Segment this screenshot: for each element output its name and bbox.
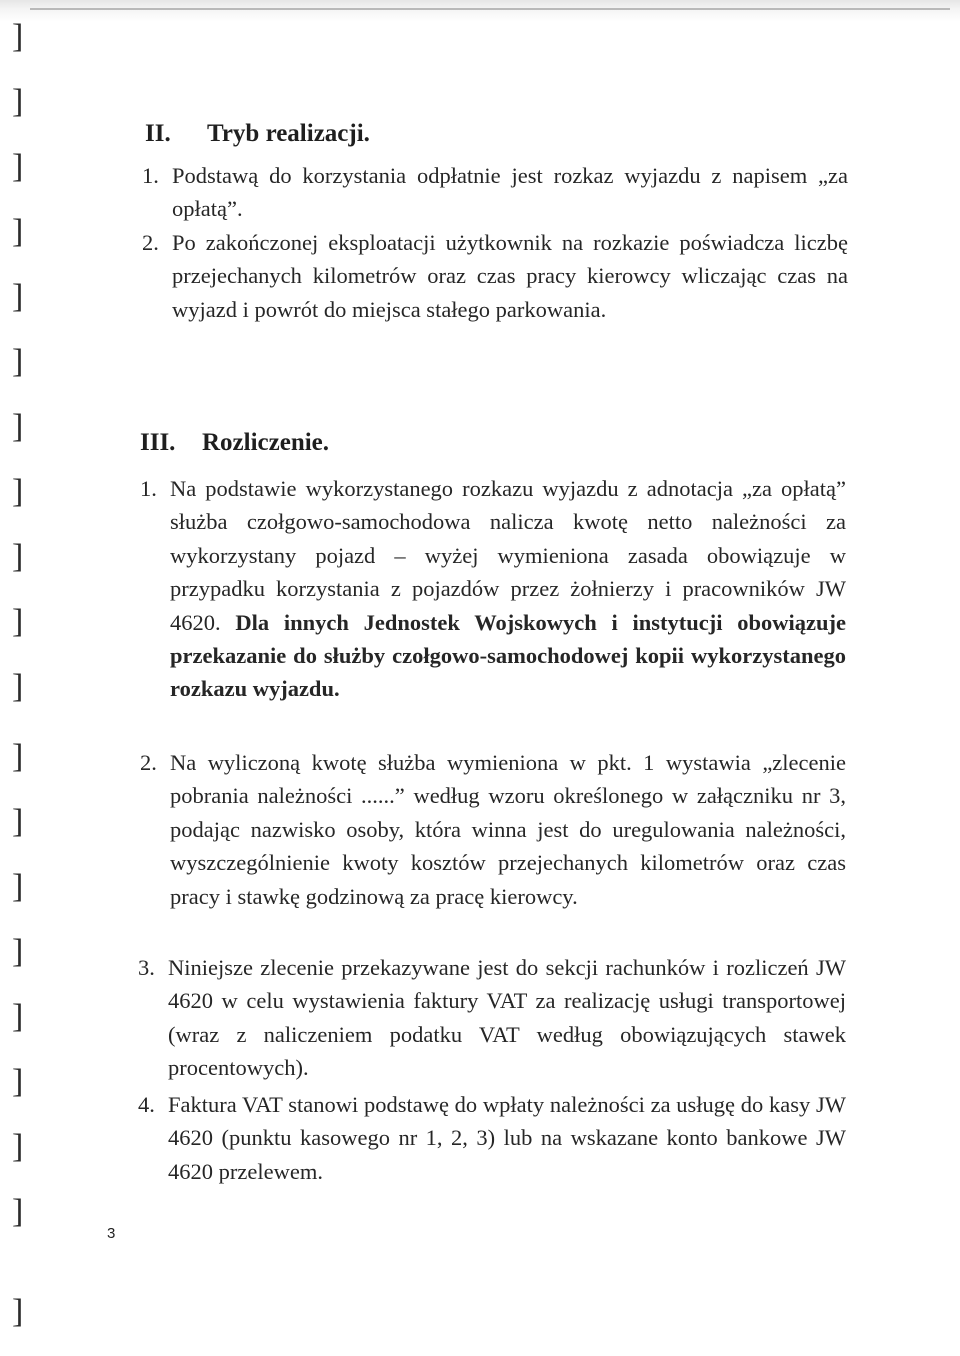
section-heading-tryb: [145, 120, 370, 148]
binding-mark: ]: [12, 868, 24, 905]
item-number: 2.: [142, 230, 159, 255]
binding-mark: ]: [12, 473, 24, 510]
item-text: Na wyliczoną kwotę służba wymieniona w pkt. 1 wystawia „zlecenie pobrania należności ......” według wzoru określonego w załączniku nr 3, podając nazwisko osoby, która winna jest do uregulowania należności, wyszczególnienie kwoty kosztów przejechanych kilometrów oraz czas pracy i stawkę godzinową za pracę kierowcy.: [170, 750, 846, 909]
binding-mark: ]: [12, 18, 24, 55]
item-text: Na podstawie wykorzystanego rozkazu wyjazdu z adnotacja „za opłatą” służba czołgowo-samochodowa nalicza kwotę netto należności za wykorzystany pojazd – wyżej wymieniona zasada obowiązuje w przypadku korzystania z pojazdów przez żołnierzy i pracowników JW 4620.: [170, 476, 846, 635]
binding-mark: ]: [12, 803, 24, 840]
binding-mark: ]: [12, 1293, 24, 1330]
item-bold-note: Dla innych Jednostek Wojskowych i instytucji obowiązuje przekazanie do służby czołgowo-samochodowej kopii wykorzystanego rozkazu wyjazdu.: [170, 609, 846, 702]
binding-mark: ]: [12, 1128, 24, 1165]
section-heading-rozliczenie: [140, 429, 329, 457]
list-item: [142, 159, 848, 226]
binding-margin: [12, 0, 42, 1356]
binding-mark: ]: [12, 83, 24, 120]
item-number: 1.: [140, 476, 157, 501]
item-text: Niniejsze zlecenie przekazywane jest do sekcji rachunków i rozliczeń JW 4620 w celu wystawienia faktury VAT za realizację usługi transportowej (wraz z naliczeniem podatku VAT według obowiązujących stawek procentowych).: [168, 955, 846, 1081]
binding-mark: ]: [12, 278, 24, 315]
list-item: [138, 1088, 846, 1188]
binding-mark: ]: [12, 213, 24, 250]
binding-mark: ]: [12, 1063, 24, 1100]
section-title: Rozliczenie.: [202, 429, 330, 456]
binding-mark: ]: [12, 408, 24, 445]
item-text: Po zakończonej eksploatacji użytkownik na rozkazie poświadcza liczbę przejechanych kilometrów oraz czas pracy kierowcy wliczając czas na wyjazd i powrót do miejsca stałego parkowania.: [172, 230, 848, 322]
binding-mark: ]: [12, 933, 24, 970]
item-number: 2.: [140, 750, 157, 775]
section-numeral: II.: [145, 120, 171, 147]
binding-mark: ]: [12, 998, 24, 1035]
scan-top-shadow: [0, 0, 960, 22]
list-item: [140, 472, 846, 706]
item-number: 1.: [142, 163, 159, 188]
item-number: 4.: [138, 1092, 155, 1117]
binding-mark: ]: [12, 538, 24, 575]
binding-mark: ]: [12, 738, 24, 775]
binding-mark: ]: [12, 1193, 24, 1230]
item-text: Faktura VAT stanowi podstawę do wpłaty należności za usługę do kasy JW 4620 (punktu kasowego nr 1, 2, 3) lub na wskazane konto bankowe JW 4620 przelewem.: [168, 1092, 846, 1184]
page-number: 3: [107, 1225, 116, 1242]
binding-mark: ]: [12, 668, 24, 705]
list-item: [140, 746, 846, 913]
binding-mark: ]: [12, 603, 24, 640]
binding-mark: ]: [12, 148, 24, 185]
section-numeral: III.: [140, 429, 176, 456]
section-title: Tryb realizacji.: [207, 120, 370, 147]
list-item: [142, 226, 848, 326]
binding-mark: ]: [12, 343, 24, 380]
list-item: [138, 951, 846, 1085]
scan-edge-line: [30, 8, 950, 10]
item-number: 3.: [138, 955, 155, 980]
item-text: Podstawą do korzystania odpłatnie jest rozkaz wyjazdu z napisem „za opłatą”.: [172, 163, 848, 222]
